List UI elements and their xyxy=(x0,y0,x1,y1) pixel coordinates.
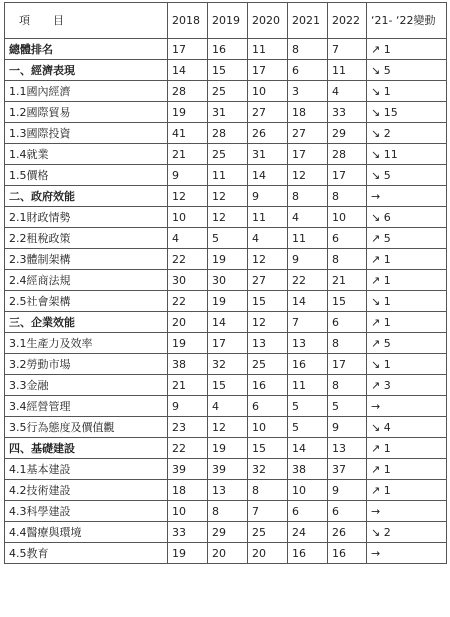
rank-2022: 10 xyxy=(328,207,367,228)
rank-2020: 27 xyxy=(248,102,288,123)
rank-change: ↗ 1 xyxy=(367,312,447,333)
rank-2020: 7 xyxy=(248,501,288,522)
rank-2019: 15 xyxy=(208,375,248,396)
rank-2018: 22 xyxy=(168,249,208,270)
rank-2021: 9 xyxy=(288,249,328,270)
table-row-category xyxy=(5,312,447,333)
rank-2019: 12 xyxy=(208,207,248,228)
rank-2019: 16 xyxy=(208,39,248,60)
rank-2020: 14 xyxy=(248,165,288,186)
rank-change: ↘ 5 xyxy=(367,165,447,186)
rank-2019: 12 xyxy=(208,417,248,438)
rank-2020: 10 xyxy=(248,81,288,102)
row-item-name: 1.3國際投資 xyxy=(5,123,168,144)
header-item: 項 目 xyxy=(5,3,168,39)
rank-2018: 28 xyxy=(168,81,208,102)
rank-2019: 11 xyxy=(208,165,248,186)
rank-change: → xyxy=(367,396,447,417)
rank-2021: 4 xyxy=(288,207,328,228)
rank-2020: 8 xyxy=(248,480,288,501)
rank-2021: 16 xyxy=(288,354,328,375)
row-item-name: 3.2勞動市場 xyxy=(5,354,168,375)
rank-2021: 6 xyxy=(288,60,328,81)
row-item-name: 1.5價格 xyxy=(5,165,168,186)
row-item-name: 二、政府效能 xyxy=(5,186,168,207)
rank-2021: 12 xyxy=(288,165,328,186)
table-row xyxy=(5,543,447,564)
rank-2018: 18 xyxy=(168,480,208,501)
rank-2021: 16 xyxy=(288,543,328,564)
rank-2019: 25 xyxy=(208,81,248,102)
rank-change: ↗ 1 xyxy=(367,270,447,291)
table-row xyxy=(5,165,447,186)
rank-2018: 19 xyxy=(168,333,208,354)
rank-2018: 38 xyxy=(168,354,208,375)
rank-2021: 8 xyxy=(288,186,328,207)
rank-2019: 17 xyxy=(208,333,248,354)
rank-2022: 26 xyxy=(328,522,367,543)
rank-2020: 31 xyxy=(248,144,288,165)
table-row xyxy=(5,123,447,144)
rank-2021: 27 xyxy=(288,123,328,144)
rank-change: ↘ 15 xyxy=(367,102,447,123)
rank-change: ↗ 5 xyxy=(367,333,447,354)
table-row xyxy=(5,417,447,438)
row-item-name: 4.4醫療與環境 xyxy=(5,522,168,543)
rank-change: ↗ 5 xyxy=(367,228,447,249)
rank-2018: 17 xyxy=(168,39,208,60)
rank-2020: 32 xyxy=(248,459,288,480)
row-item-name: 3.4經營管理 xyxy=(5,396,168,417)
row-item-name: 三、企業效能 xyxy=(5,312,168,333)
rank-2021: 6 xyxy=(288,501,328,522)
table-row xyxy=(5,501,447,522)
rank-2019: 15 xyxy=(208,60,248,81)
rank-2018: 20 xyxy=(168,312,208,333)
table-row xyxy=(5,207,447,228)
rank-change: ↗ 1 xyxy=(367,459,447,480)
rank-2018: 12 xyxy=(168,186,208,207)
rank-2021: 17 xyxy=(288,144,328,165)
rank-2022: 33 xyxy=(328,102,367,123)
rank-change: ↘ 2 xyxy=(367,123,447,144)
rank-2018: 30 xyxy=(168,270,208,291)
rank-2021: 14 xyxy=(288,438,328,459)
table-row-category xyxy=(5,438,447,459)
rank-2018: 33 xyxy=(168,522,208,543)
rank-2021: 3 xyxy=(288,81,328,102)
rank-2018: 23 xyxy=(168,417,208,438)
header-change: ‘21- ‘22變動 xyxy=(367,3,447,39)
row-item-name: 四、基礎建設 xyxy=(5,438,168,459)
rank-2020: 25 xyxy=(248,354,288,375)
rank-change: ↗ 1 xyxy=(367,249,447,270)
table-row xyxy=(5,480,447,501)
rank-change: ↘ 11 xyxy=(367,144,447,165)
rank-change: ↘ 1 xyxy=(367,354,447,375)
rank-2022: 11 xyxy=(328,60,367,81)
table-row xyxy=(5,375,447,396)
rank-change: → xyxy=(367,543,447,564)
header-year-2021: 2021 xyxy=(288,3,328,39)
rank-2020: 11 xyxy=(248,39,288,60)
rank-2020: 13 xyxy=(248,333,288,354)
header-row xyxy=(5,3,447,39)
rank-2020: 4 xyxy=(248,228,288,249)
header-year-2018: 2018 xyxy=(168,3,208,39)
rank-2021: 22 xyxy=(288,270,328,291)
rank-2022: 21 xyxy=(328,270,367,291)
row-item-name: 1.4就業 xyxy=(5,144,168,165)
rank-2018: 10 xyxy=(168,207,208,228)
table-row xyxy=(5,459,447,480)
table-row xyxy=(5,522,447,543)
table-row xyxy=(5,81,447,102)
table-body xyxy=(5,39,447,564)
rank-2021: 5 xyxy=(288,417,328,438)
rank-2021: 11 xyxy=(288,228,328,249)
rank-2022: 9 xyxy=(328,417,367,438)
rank-2020: 16 xyxy=(248,375,288,396)
header-year-2022: 2022 xyxy=(328,3,367,39)
rank-2018: 21 xyxy=(168,375,208,396)
rank-2022: 8 xyxy=(328,249,367,270)
row-item-name: 4.1基本建設 xyxy=(5,459,168,480)
rank-change: ↘ 2 xyxy=(367,522,447,543)
table-row xyxy=(5,144,447,165)
rank-change: ↗ 1 xyxy=(367,39,447,60)
rank-2019: 13 xyxy=(208,480,248,501)
rank-2020: 11 xyxy=(248,207,288,228)
rank-2022: 15 xyxy=(328,291,367,312)
rank-2019: 4 xyxy=(208,396,248,417)
rank-2022: 29 xyxy=(328,123,367,144)
rank-2021: 5 xyxy=(288,396,328,417)
rank-2020: 10 xyxy=(248,417,288,438)
row-item-name: 3.1生產力及效率 xyxy=(5,333,168,354)
rank-2020: 12 xyxy=(248,312,288,333)
rank-2021: 18 xyxy=(288,102,328,123)
row-item-name: 1.1國內經濟 xyxy=(5,81,168,102)
rank-2021: 11 xyxy=(288,375,328,396)
rank-2022: 16 xyxy=(328,543,367,564)
header-year-2019: 2019 xyxy=(208,3,248,39)
rank-2019: 19 xyxy=(208,291,248,312)
rank-2022: 13 xyxy=(328,438,367,459)
row-item-name: 總體排名 xyxy=(5,39,168,60)
rank-2022: 37 xyxy=(328,459,367,480)
rank-change: → xyxy=(367,186,447,207)
table-row xyxy=(5,228,447,249)
rank-2019: 20 xyxy=(208,543,248,564)
rank-2019: 29 xyxy=(208,522,248,543)
rank-change: ↗ 3 xyxy=(367,375,447,396)
table-row xyxy=(5,291,447,312)
table-row xyxy=(5,102,447,123)
rank-change: ↗ 1 xyxy=(367,480,447,501)
table-row-category xyxy=(5,186,447,207)
rank-2021: 7 xyxy=(288,312,328,333)
header-year-2020: 2020 xyxy=(248,3,288,39)
row-item-name: 3.3金融 xyxy=(5,375,168,396)
rank-2019: 19 xyxy=(208,438,248,459)
row-item-name: 4.5教育 xyxy=(5,543,168,564)
rank-2022: 8 xyxy=(328,186,367,207)
rank-2018: 41 xyxy=(168,123,208,144)
rank-2018: 19 xyxy=(168,543,208,564)
row-item-name: 3.5行為態度及價值觀 xyxy=(5,417,168,438)
rank-2021: 13 xyxy=(288,333,328,354)
rank-2022: 6 xyxy=(328,312,367,333)
rank-2022: 7 xyxy=(328,39,367,60)
row-item-name: 2.4經商法規 xyxy=(5,270,168,291)
rank-change: ↘ 1 xyxy=(367,81,447,102)
table-row xyxy=(5,354,447,375)
rank-2021: 8 xyxy=(288,39,328,60)
row-item-name: 4.3科學建設 xyxy=(5,501,168,522)
rank-2022: 5 xyxy=(328,396,367,417)
rank-2022: 8 xyxy=(328,375,367,396)
rank-2018: 22 xyxy=(168,438,208,459)
rank-2019: 12 xyxy=(208,186,248,207)
table-row xyxy=(5,270,447,291)
rank-2022: 17 xyxy=(328,354,367,375)
row-item-name: 1.2國際貿易 xyxy=(5,102,168,123)
rank-2020: 12 xyxy=(248,249,288,270)
rank-2021: 38 xyxy=(288,459,328,480)
rank-2019: 31 xyxy=(208,102,248,123)
rank-2018: 10 xyxy=(168,501,208,522)
rank-2019: 8 xyxy=(208,501,248,522)
rank-2021: 14 xyxy=(288,291,328,312)
row-item-name: 4.2技術建設 xyxy=(5,480,168,501)
rank-2021: 10 xyxy=(288,480,328,501)
rank-2019: 32 xyxy=(208,354,248,375)
rank-2019: 39 xyxy=(208,459,248,480)
rank-2019: 28 xyxy=(208,123,248,144)
table-header xyxy=(5,3,447,39)
rank-2020: 15 xyxy=(248,291,288,312)
table-row-category xyxy=(5,60,447,81)
rank-2021: 24 xyxy=(288,522,328,543)
table-row xyxy=(5,396,447,417)
table-row xyxy=(5,333,447,354)
rank-2020: 20 xyxy=(248,543,288,564)
rank-change: ↘ 4 xyxy=(367,417,447,438)
rank-2018: 9 xyxy=(168,396,208,417)
rank-2018: 9 xyxy=(168,165,208,186)
row-item-name: 2.2租稅政策 xyxy=(5,228,168,249)
table-row-category xyxy=(5,39,447,60)
row-item-name: 2.3體制架構 xyxy=(5,249,168,270)
rank-2020: 26 xyxy=(248,123,288,144)
table-row xyxy=(5,249,447,270)
rank-2019: 14 xyxy=(208,312,248,333)
rank-2019: 30 xyxy=(208,270,248,291)
rank-change: ↗ 1 xyxy=(367,438,447,459)
rank-2019: 25 xyxy=(208,144,248,165)
rank-2019: 19 xyxy=(208,249,248,270)
rank-change: → xyxy=(367,501,447,522)
rank-2018: 22 xyxy=(168,291,208,312)
rank-change: ↘ 6 xyxy=(367,207,447,228)
rank-2020: 25 xyxy=(248,522,288,543)
ranking-table xyxy=(4,2,447,564)
rank-2020: 9 xyxy=(248,186,288,207)
rank-2022: 28 xyxy=(328,144,367,165)
rank-2018: 14 xyxy=(168,60,208,81)
rank-2022: 8 xyxy=(328,333,367,354)
rank-2020: 17 xyxy=(248,60,288,81)
rank-2018: 19 xyxy=(168,102,208,123)
rank-2019: 5 xyxy=(208,228,248,249)
rank-2022: 6 xyxy=(328,228,367,249)
rank-change: ↘ 1 xyxy=(367,291,447,312)
rank-2020: 15 xyxy=(248,438,288,459)
rank-2022: 6 xyxy=(328,501,367,522)
rank-2020: 27 xyxy=(248,270,288,291)
rank-2018: 39 xyxy=(168,459,208,480)
rank-2018: 4 xyxy=(168,228,208,249)
row-item-name: 一、經濟表現 xyxy=(5,60,168,81)
rank-2020: 6 xyxy=(248,396,288,417)
rank-2022: 17 xyxy=(328,165,367,186)
rank-2022: 4 xyxy=(328,81,367,102)
rank-change: ↘ 5 xyxy=(367,60,447,81)
row-item-name: 2.5社會架構 xyxy=(5,291,168,312)
row-item-name: 2.1財政情勢 xyxy=(5,207,168,228)
rank-2018: 21 xyxy=(168,144,208,165)
rank-2022: 9 xyxy=(328,480,367,501)
